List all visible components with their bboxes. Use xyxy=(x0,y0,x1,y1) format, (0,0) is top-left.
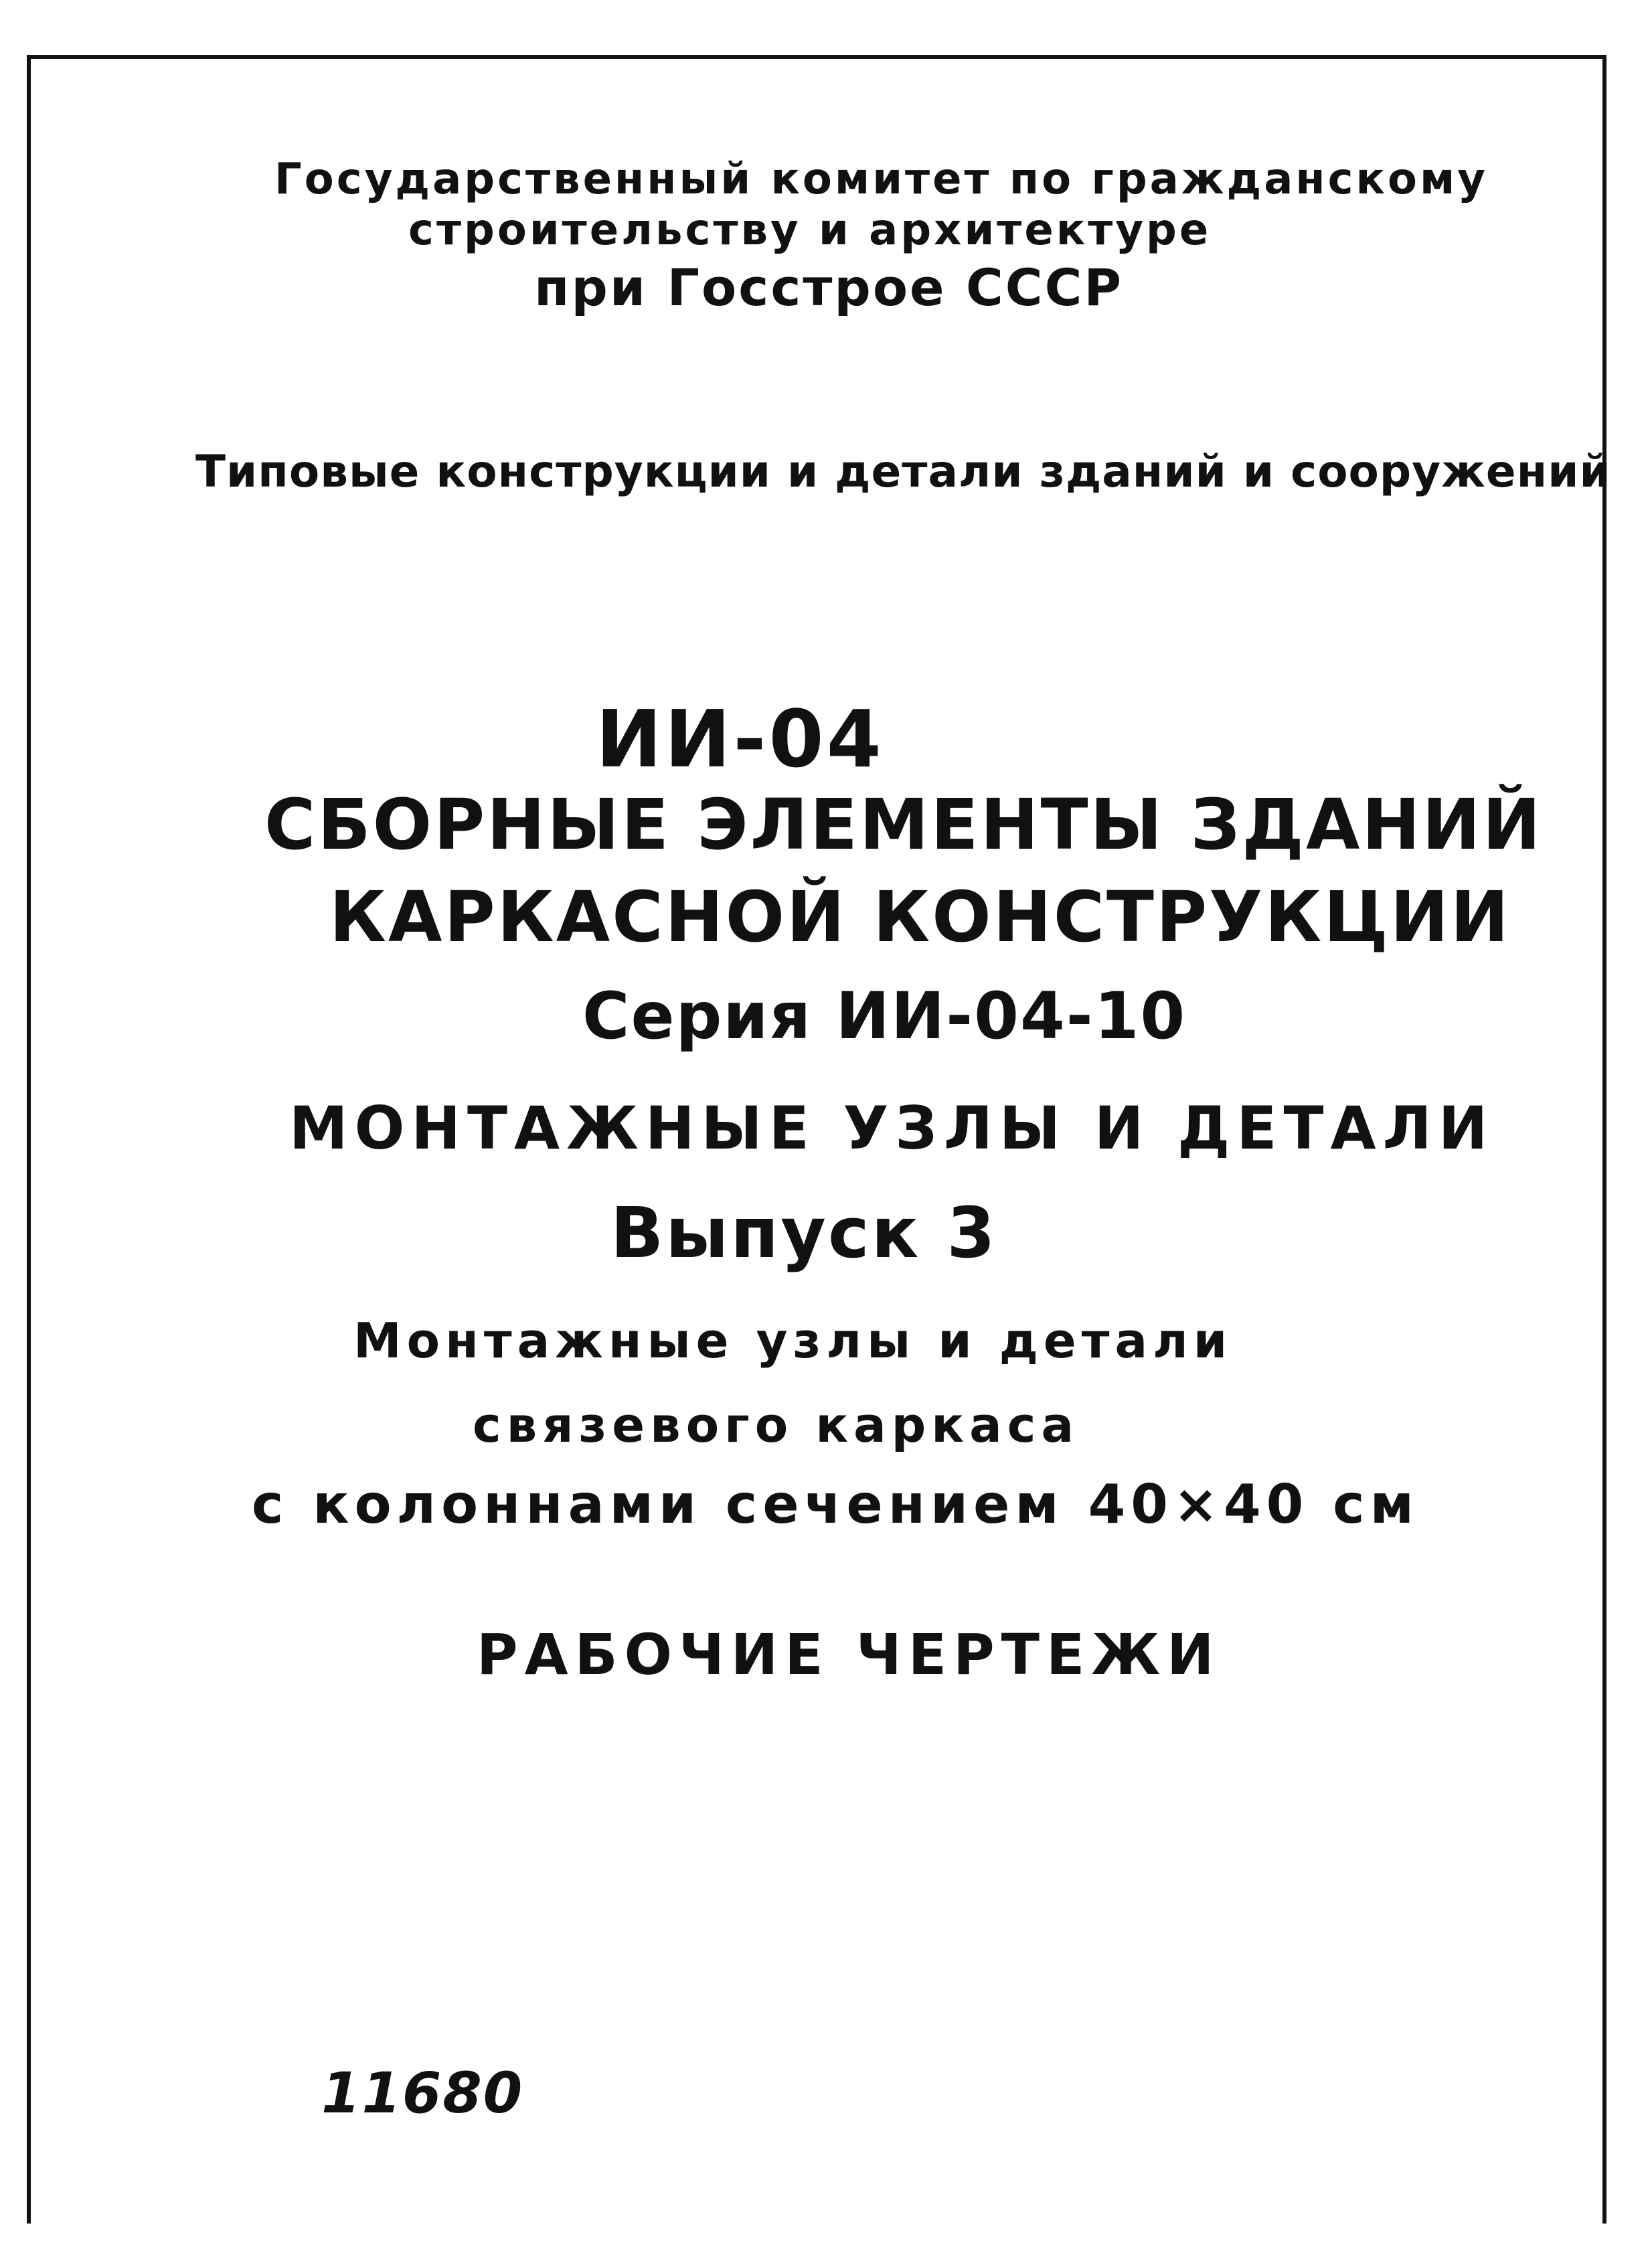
header-line-1: Государственный комитет по гражданскому xyxy=(274,155,1488,204)
document-title-line-1: СБОРНЫЕ ЭЛЕМЕНТЫ ЗДАНИЙ xyxy=(264,784,1543,865)
typical-constructions-heading: Типовые конструкции и детали зданий и сооружений xyxy=(195,446,1611,497)
header-line-3: при Госстрое СССР xyxy=(534,258,1124,317)
subtitle-line-2: связевого каркаса xyxy=(473,1397,1080,1453)
header-line-2: строительству и архитектуре xyxy=(408,205,1212,255)
inventory-number: 11680 xyxy=(321,2060,524,2126)
working-drawings-label: РАБОЧИЕ ЧЕРТЕЖИ xyxy=(477,1622,1221,1687)
issue-number: Выпуск 3 xyxy=(610,1192,997,1274)
series-number: Серия ИИ-04-10 xyxy=(582,979,1187,1054)
series-code: ИИ-04 xyxy=(596,693,884,785)
subtitle-line-3: с колоннами сечением 40×40 см xyxy=(252,1473,1419,1535)
document-title-line-2: КАРКАСНОЙ КОНСТРУКЦИИ xyxy=(329,876,1511,958)
subtitle-line-1: Монтажные узлы и детали xyxy=(353,1313,1233,1369)
mounting-heading: МОНТАЖНЫЕ УЗЛЫ И ДЕТАЛИ xyxy=(289,1094,1495,1163)
